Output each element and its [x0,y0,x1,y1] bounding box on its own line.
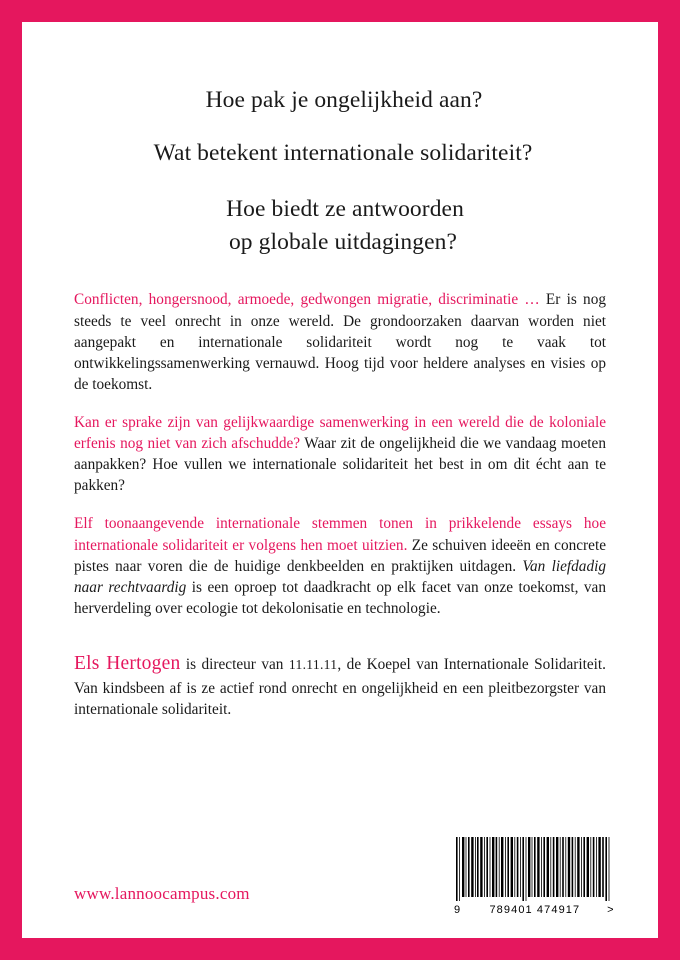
isbn-first-digit: 9 [454,904,461,916]
question-line-1: Hoe pak je ongelijkheid aan? [205,87,483,113]
barcode-block [454,837,614,916]
cover-footer [22,778,658,938]
blurb-text [74,289,606,720]
blurb-paragraph-1-highlight: Conflicten, hongersnood, armoede, gedwongen migratie, discriminatie … [74,291,540,309]
question-block [22,84,658,259]
back-cover-page [22,22,658,938]
isbn-main-digits: 789401 474917 [489,904,581,916]
book-title-italic: Van liefdadig naar rechtvaardig [74,557,606,596]
blurb-paragraph-3-body-a: Ze schuiven ideeën en concrete pistes naar voren die de huidige denkbeelden en praktijken uitdagen. [74,536,606,575]
isbn-number-row [454,904,614,916]
author-name: Els Hertogen [74,652,181,674]
question-line-3: Hoe biedt ze antwoorden [226,195,464,222]
author-bio [74,651,606,720]
author-bio-a: is directeur van [180,655,289,673]
blurb-paragraph-2-highlight: Kan er sprake zijn van gelijkwaardige samenwerking in een wereld die de koloniale erfenis nog niet van zich afschudde? [74,413,606,453]
blurb-paragraph-3-highlight: Elf toonaangevende internationale stemmen tonen in prikkelende essays hoe internationale solidariteit er volgens hen moet uitzien. [74,515,606,554]
author-bio-b: , de Koepel van Internationale Solidariteit. Van kindsbeen af is ze actief rond onrecht en ongelijkheid en een pleitbezorgster van internationale solidariteit. [74,655,606,718]
blurb-paragraph-1 [74,289,606,395]
organisation-name: 11.11.11 [288,656,338,672]
isbn-caret: > [607,904,614,916]
barcode-image [454,837,614,901]
blurb-paragraph-1-body: Er is nog steeds te veel onrecht in onze wereld. De grondoorzaken daarvan worden niet aangepakt en internationale solidariteit wordt nog te vaak tot ontwikkelingssamenwerking vernauwd. Hoog tijd voor heldere analyses en visies op de toekomst. [74,291,606,393]
blurb-paragraph-3 [74,513,606,619]
question-line-2: Wat betekent internationale solidariteit? [153,140,533,167]
blurb-paragraph-2 [74,412,606,496]
question-line-4: op globale uitdagingen? [228,229,458,256]
blurb-paragraph-3-body-b: is een oproep tot daadkracht op elk facet van onze toekomst, van herverdeling over ecologie tot dekolonisatie en technologie. [74,578,606,617]
publisher-website-link[interactable]: www.lannoocampus.com [74,884,250,903]
blurb-paragraph-2-body: Waar zit de ongelijkheid die we vandaag moeten aanpakken? Hoe vullen we internationale solidariteit het best in om dit écht aan te pakken? [74,435,606,495]
